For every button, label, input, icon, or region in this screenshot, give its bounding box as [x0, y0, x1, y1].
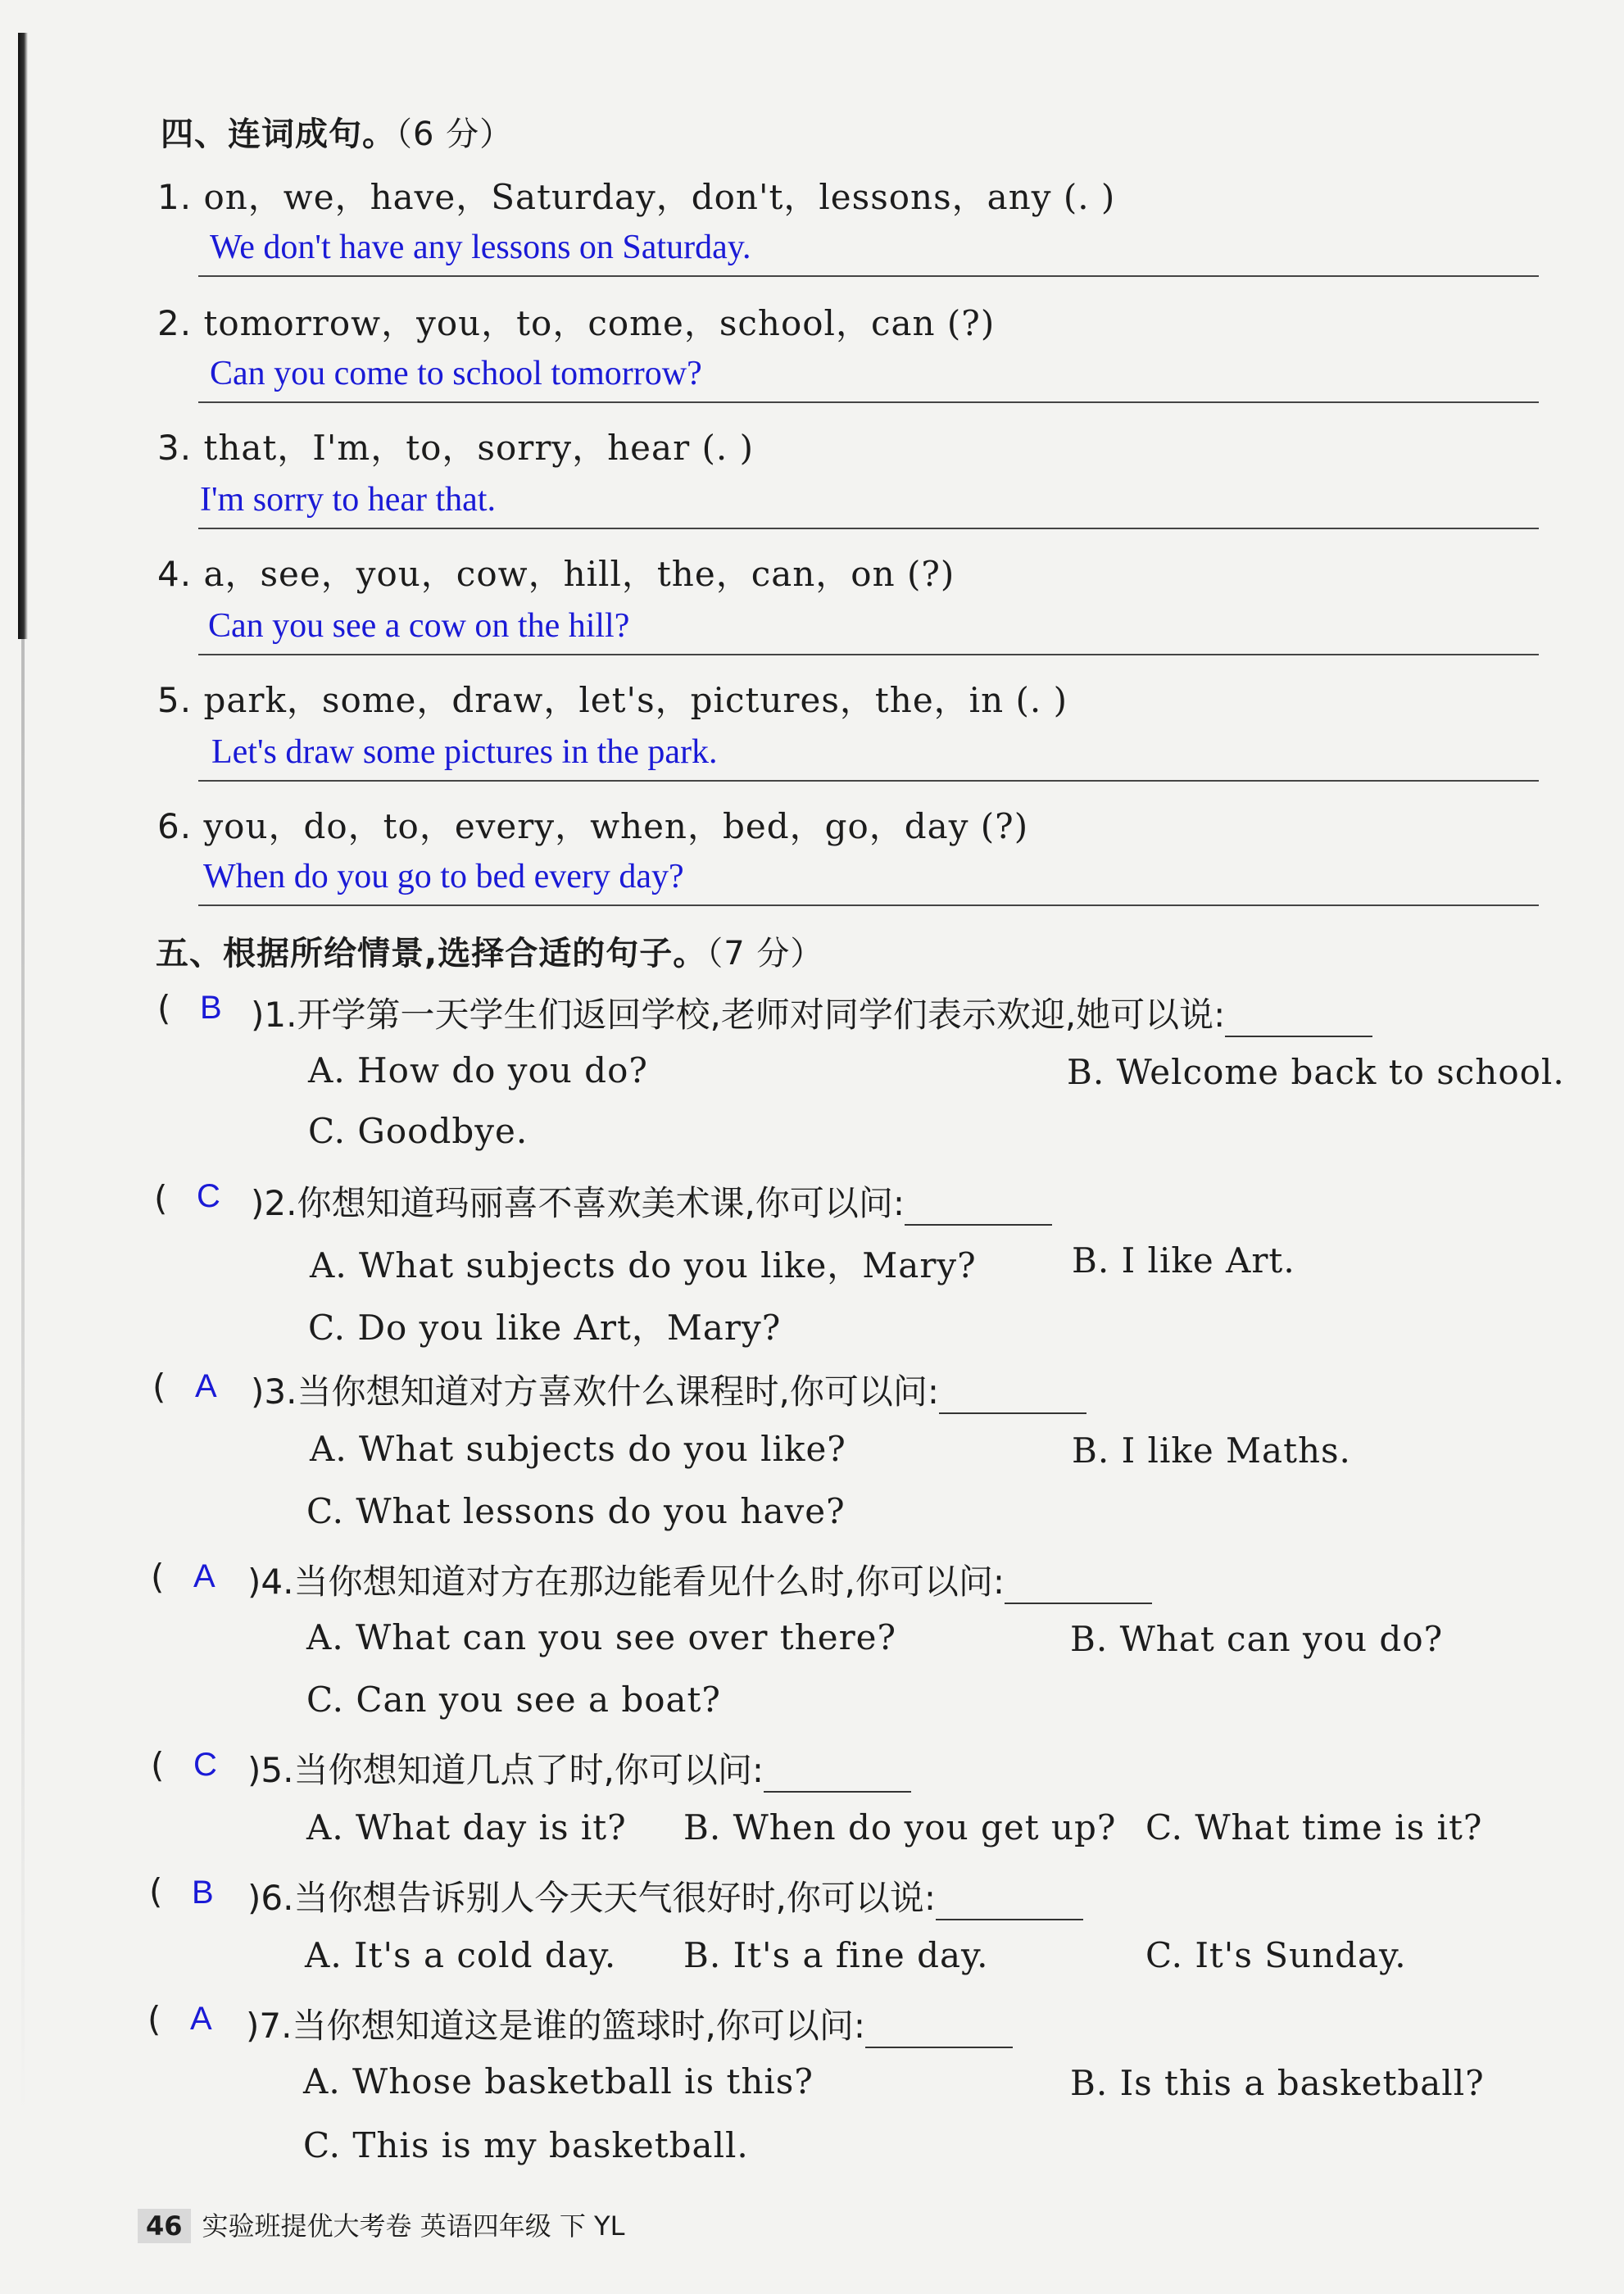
s4-q6-num: 6.	[157, 806, 193, 846]
s4-q2-words	[157, 297, 995, 346]
s4-q1-words-text: on，we，have，Saturday，don't，lessons，any (. )	[203, 177, 1116, 217]
mc6-open-paren: (	[149, 1871, 163, 1911]
mc7-blank	[865, 2012, 1013, 2048]
mc5-num: 5.	[261, 1750, 294, 1790]
mc6-blank	[936, 1884, 1083, 1920]
mc1-close-paren: )	[251, 995, 265, 1035]
mc7-close-paren: )	[246, 2006, 260, 2046]
mc5-close-paren: )	[247, 1750, 261, 1790]
mc1-answer: B	[200, 990, 222, 1026]
s4-q3-words	[157, 421, 754, 470]
s4-q6-answer: When do you go to bed every day?	[203, 858, 684, 895]
mc4-open-paren: (	[151, 1557, 165, 1597]
mc4-stem-text: 当你想知道对方在那边能看见什么时,你可以问:	[293, 1562, 1005, 1602]
section5-title	[156, 927, 823, 974]
mc5-blank	[764, 1757, 911, 1793]
s4-q5-words-text: park，some，draw，let's，pictures，the，in (. )	[203, 680, 1068, 720]
mc3-num: 3.	[264, 1371, 297, 1412]
mc5-open-paren: (	[151, 1745, 165, 1785]
mc7-option-a: A. Whose basketball is this?	[303, 2061, 814, 2101]
mc5-option-a: A. What day is it?	[306, 1807, 627, 1847]
mc1-num: 1.	[264, 995, 297, 1035]
mc6-stem	[247, 1871, 1083, 1920]
mc5-stem-text: 当你想知道几点了时,你可以问:	[293, 1750, 764, 1790]
section4-title-text: 四、连词成句。	[161, 116, 396, 153]
book-title: 实验班提优大考卷 英语四年级 下 YL	[202, 2210, 625, 2242]
mc4-option-b: B. What can you do?	[1070, 1619, 1444, 1659]
mc7-answer: A	[190, 2001, 212, 2037]
mc2-stem-text: 你想知道玛丽喜不喜欢美术课,你可以问:	[297, 1183, 905, 1223]
s4-q1-num: 1.	[157, 177, 193, 217]
mc4-option-c: C. Can you see a boat?	[306, 1680, 721, 1720]
s4-q6-words-text: you，do，to，every，when，bed，go，day (?)	[203, 806, 1029, 846]
mc1-stem	[251, 988, 1372, 1037]
mc1-option-a: A. How do you do?	[308, 1050, 648, 1090]
s4-q4-answer-line	[198, 654, 1539, 655]
mc7-num: 7.	[259, 2006, 293, 2046]
mc4-close-paren: )	[247, 1562, 261, 1602]
mc6-num: 6.	[261, 1878, 294, 1918]
mc1-option-c: C. Goodbye.	[308, 1111, 528, 1151]
mc3-open-paren: (	[152, 1367, 166, 1407]
mc7-stem-text: 当你想知道这是谁的篮球时,你可以问:	[292, 2006, 865, 2046]
mc1-open-paren: (	[157, 988, 171, 1028]
s4-q6-words	[157, 800, 1028, 849]
mc5-stem	[247, 1743, 911, 1793]
mc3-option-b: B. I like Maths.	[1072, 1430, 1351, 1471]
mc3-blank	[939, 1378, 1086, 1414]
s4-q1-words	[157, 170, 1115, 220]
mc7-stem	[246, 1999, 1013, 2048]
mc1-stem-text: 开学第一天学生们返回学校,老师对同学们表示欢迎,她可以说:	[297, 995, 1226, 1035]
mc4-num: 4.	[261, 1562, 294, 1602]
s4-q5-words	[157, 673, 1068, 723]
page-footer	[138, 2206, 624, 2243]
mc2-blank	[905, 1190, 1052, 1226]
mc6-option-b: B. It's a fine day.	[683, 1935, 989, 1975]
mc3-stem	[251, 1365, 1086, 1414]
mc3-answer: A	[195, 1368, 217, 1404]
mc6-close-paren: )	[247, 1878, 261, 1918]
s4-q4-num: 4.	[157, 554, 193, 594]
s4-q2-words-text: tomorrow，you，to，come，school，can (?)	[203, 303, 996, 343]
mc6-stem-text: 当你想告诉别人今天天气很好时,你可以说:	[293, 1878, 936, 1918]
section4-score: （6 分）	[396, 116, 514, 153]
mc4-stem	[247, 1555, 1152, 1604]
s4-q3-answer: I'm sorry to hear that.	[200, 481, 496, 519]
s4-q1-answer-line	[198, 275, 1539, 277]
s4-q3-words-text: that，I'm，to，sorry，hear (. )	[203, 428, 754, 468]
s4-q3-num: 3.	[157, 428, 193, 468]
mc5-option-b: B. When do you get up?	[683, 1807, 1117, 1847]
mc1-option-b: B. Welcome back to school.	[1067, 1052, 1565, 1092]
mc2-option-a: A. What subjects do you like，Mary?	[310, 1245, 977, 1285]
page-binding-edge	[18, 33, 28, 639]
s4-q2-answer-line	[198, 401, 1539, 403]
s4-q5-num: 5.	[157, 680, 193, 720]
s4-q4-words	[157, 547, 955, 596]
s4-q5-answer-line	[198, 780, 1539, 782]
mc2-open-paren: (	[154, 1178, 168, 1218]
mc5-option-c: C. What time is it?	[1145, 1807, 1483, 1847]
page-number: 46	[138, 2209, 191, 2243]
mc4-option-a: A. What can you see over there?	[306, 1617, 897, 1657]
mc3-option-c: C. What lessons do you have?	[306, 1491, 846, 1531]
mc2-stem	[251, 1176, 1052, 1226]
mc3-option-a: A. What subjects do you like?	[310, 1429, 846, 1469]
s4-q5-answer: Let's draw some pictures in the park.	[211, 733, 718, 771]
s4-q6-answer-line	[198, 904, 1539, 906]
mc3-stem-text: 当你想知道对方喜欢什么课程时,你可以问:	[297, 1371, 939, 1412]
mc2-num: 2.	[264, 1183, 297, 1223]
s4-q2-num: 2.	[157, 303, 193, 343]
mc1-blank	[1225, 1001, 1372, 1037]
mc6-answer: B	[192, 1875, 214, 1911]
mc2-option-c: C. Do you like Art，Mary?	[308, 1308, 782, 1348]
s4-q4-words-text: a，see，you，cow，hill，the，can，on (?)	[203, 554, 955, 594]
mc7-open-paren: (	[147, 1999, 161, 2039]
mc5-answer: C	[193, 1747, 217, 1783]
section5-title-text: 五、根据所给情景,选择合适的句子。	[156, 935, 707, 972]
s4-q3-answer-line	[198, 528, 1539, 529]
mc2-option-b: B. I like Art.	[1072, 1240, 1295, 1281]
mc6-option-a: A. It's a cold day.	[305, 1935, 617, 1975]
mc2-close-paren: )	[251, 1183, 265, 1223]
mc2-answer: C	[197, 1178, 220, 1214]
s4-q2-answer: Can you come to school tomorrow?	[210, 355, 702, 392]
section4-title	[161, 108, 513, 155]
page-binding-shadow	[21, 639, 25, 2114]
s4-q1-answer: We don't have any lessons on Saturday.	[210, 229, 751, 266]
mc4-answer: A	[193, 1558, 215, 1594]
section5-score: （7 分）	[706, 935, 824, 972]
mc7-option-b: B. Is this a basketball?	[1070, 2063, 1485, 2103]
mc4-blank	[1005, 1568, 1152, 1604]
s4-q4-answer: Can you see a cow on the hill?	[208, 607, 630, 645]
mc3-close-paren: )	[251, 1371, 265, 1412]
mc6-option-c: C. It's Sunday.	[1145, 1935, 1407, 1975]
mc7-option-c: C. This is my basketball.	[303, 2125, 749, 2165]
